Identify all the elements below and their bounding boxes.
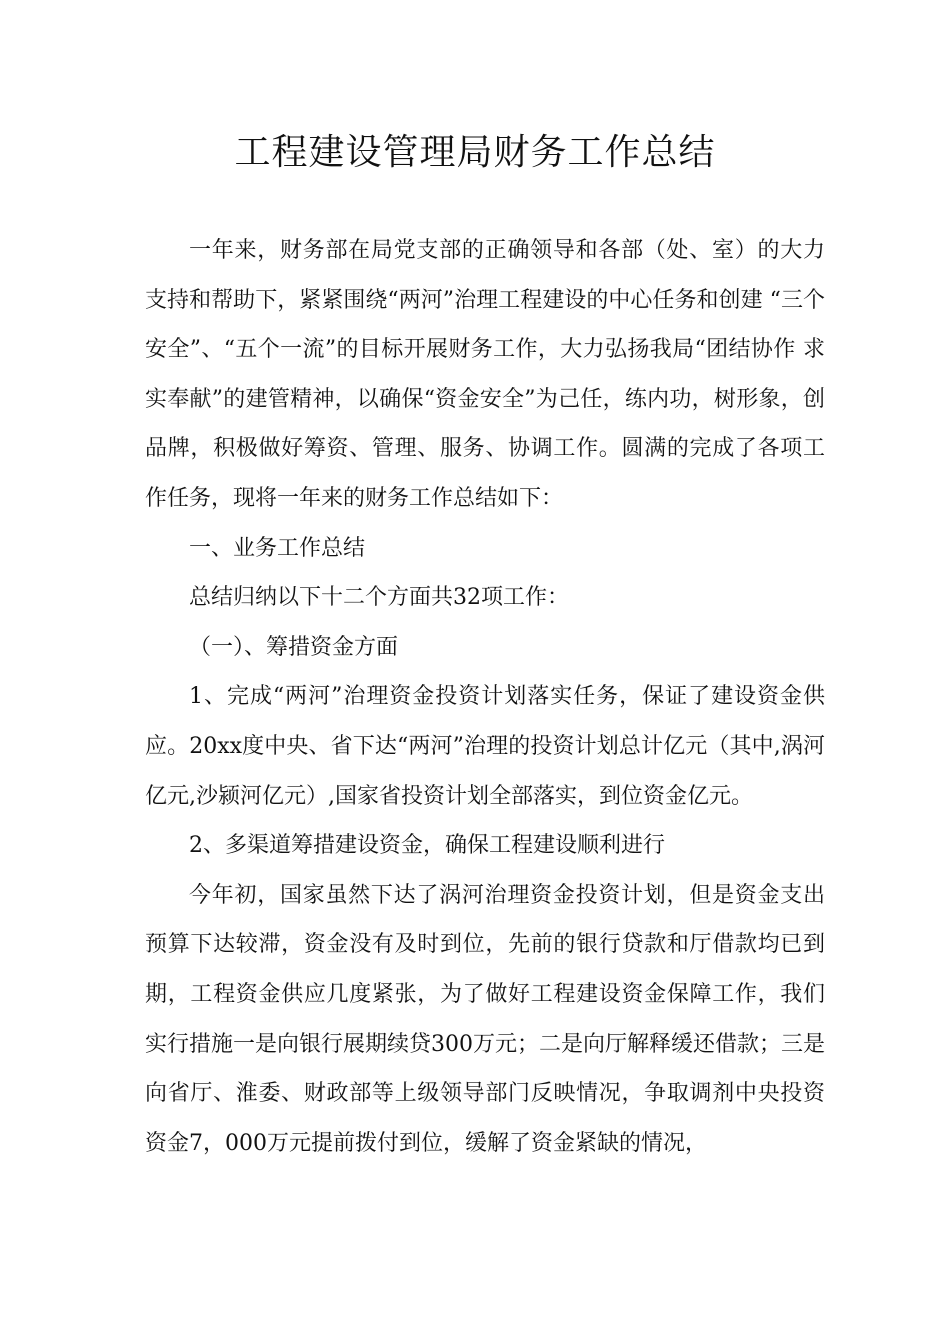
intro-paragraph: 一年来，财务部在局党支部的正确领导和各部（处、室）的大力支持和帮助下，紧紧围绕“两河”治理工程建设的中心任务和创建 “三个安全”、“五个一流”的目标开展财务工作，大力弘扬我局“团结协作 求实奉献”的建管精神，以确保“资金安全”为己任，练内功，树形象，创品牌，积极做好筹资、管理、服务、协调工作。圆满的完成了各项工作任务，现将一年来的财务工作总结如下： xyxy=(145,238,825,511)
document-body xyxy=(145,226,825,1168)
subsection-heading-fundraising: （一）、筹措资金方面 xyxy=(189,634,399,660)
section-heading-business-summary: 一、业务工作总结 xyxy=(189,535,366,561)
item-1-paragraph: 1、完成“两河”治理资金投资计划落实任务，保证了建设资金供应。20xx度中央、省下达“两河”治理的投资计划总计亿元（其中,涡河亿元,沙颍河亿元）,国家省投资计划全部落实，到位资金亿元。 xyxy=(145,684,825,809)
document-title: 工程建设管理局财务工作总结 xyxy=(234,132,716,173)
item-2-paragraph: 今年初，国家虽然下达了涡河治理资金投资计划，但是资金支出预算下达较滞，资金没有及时到位，先前的银行贷款和厅借款均已到期，工程资金供应几度紧张，为了做好工程建设资金保障工作，我们实行措施一是向银行展期续贷300万元；二是向厅解释缓还借款；三是向省厅、淮委、财政部等上级领导部门反映情况，争取调剂中央投资资金7，000万元提前拨付到位，缓解了资金紧缺的情况， xyxy=(145,882,825,1156)
item-2-heading: 2、多渠道筹措建设资金，确保工程建设顺利进行 xyxy=(189,833,665,859)
summary-overview-paragraph: 总结归纳以下十二个方面共32项工作： xyxy=(189,585,569,611)
